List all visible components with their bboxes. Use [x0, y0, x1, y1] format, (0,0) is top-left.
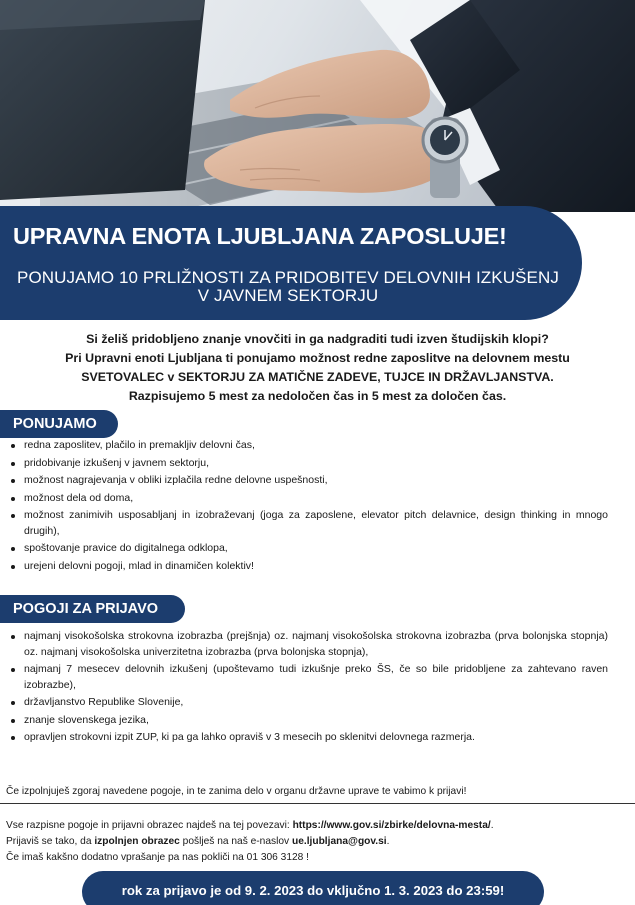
- list-item: pridobivanje izkušenj v javnem sektorju,: [8, 456, 608, 472]
- info-line-3: Če imaš kakšno dodatno vprašanje pa nas pokliči na 01 306 3128 !: [6, 852, 309, 863]
- info-line-2-prefix: Prijaviš se tako, da: [6, 836, 95, 847]
- page-subtitle: PONUJAMO 10 PRLIŽNOSTI ZA PRIDOBITEV DELOVNIH IZKUŠENJ V JAVNEM SEKTORJU: [17, 268, 559, 305]
- list-item: možnost nagrajevanja v obliki izplačila redne delovne uspešnosti,: [8, 473, 608, 489]
- info-line-2-mid: pošlješ na naš e-naslov: [179, 836, 292, 847]
- intro-line-3: SVETOVALEC v SEKTORJU ZA MATIČNE ZADEVE, TUJCE IN DRŽAVLJANSTVA.: [81, 370, 554, 384]
- info-line-1: [6, 818, 494, 834]
- list-item: znanje slovenskega jezika,: [8, 713, 608, 729]
- conditions-list: [8, 629, 608, 748]
- list-item: najmanj visokošolska strokovna izobrazba (prejšnja) oz. najmanj visokošolska strokovna izobrazba (prva bolonjska stopnja) oz. najmanj visokošolska univerzitetna izobrazba (prva bolonjska stopnja),: [8, 629, 608, 660]
- email-link[interactable]: ue.ljubljana@gov.si: [291, 836, 387, 847]
- laptop-photo-illustration: [0, 0, 635, 212]
- info-line-2: [6, 834, 494, 850]
- divider: [0, 803, 635, 804]
- list-item: redna zaposlitev, plačilo in premakljiv delovni čas,: [8, 438, 608, 454]
- deadline-banner: rok za prijavo je od 9. 2. 2023 do vključno 1. 3. 2023 do 23:59!: [82, 871, 544, 905]
- form-emphasis: izpolnjen obrazec: [94, 836, 180, 847]
- offer-list: [8, 438, 608, 576]
- list-item: najmanj 7 mesecev delovnih izkušenj (upoštevamo tudi izkušnje preko ŠS, če so bile pridobljene za zahtevano raven izobrazbe),: [8, 662, 608, 693]
- vacancies-link[interactable]: https://www.gov.si/zbirke/delovna-mesta/: [292, 820, 491, 831]
- section-heading-offer: PONUJAMO: [0, 410, 118, 438]
- intro-line-2: Pri Upravni enoti Ljubljana ti ponujamo možnost redne zaposlitve na delovnem mestu: [65, 351, 570, 365]
- info-line-2-suffix: .: [386, 836, 390, 847]
- info-line-1-prefix: Vse razpisne pogoje in prijavni obrazec najdeš na tej povezavi:: [6, 820, 293, 831]
- page-title: UPRAVNA ENOTA LJUBLJANA ZAPOSLUJE!: [13, 223, 507, 249]
- list-item: možnost zanimivih usposabljanj in izobraževanj (joga za zaposlene, elevator pitch delavnice, design thinking in mnogo drugih),: [8, 508, 608, 539]
- list-item: spoštovanje pravice do digitalnega odklopa,: [8, 541, 608, 557]
- intro-line-4: Razpisujemo 5 mest za nedoločen čas in 5 mest za določen čas.: [128, 389, 507, 403]
- title-banner: [0, 206, 582, 320]
- section-heading-conditions: POGOJI ZA PRIJAVO: [0, 595, 185, 623]
- list-item: urejeni delovni pogoji, mlad in dinamičen kolektiv!: [8, 559, 608, 575]
- intro-text: [20, 330, 615, 406]
- list-item: opravljen strokovni izpit ZUP, ki pa ga lahko opraviš v 3 mesecih po sklenitvi delovnega razmerja.: [8, 730, 608, 746]
- info-line-1-suffix: .: [490, 820, 494, 831]
- list-item: možnost dela od doma,: [8, 491, 608, 507]
- list-item: državljanstvo Republike Slovenije,: [8, 695, 608, 711]
- header-photo: [0, 0, 635, 212]
- application-info: [6, 818, 494, 866]
- intro-line-1: Si želiš pridobljeno znanje vnovčiti in ga nadgraditi tudi izven študijskih klopi?: [86, 332, 549, 346]
- invitation-note: Če izpolnjuješ zgoraj navedene pogoje, in te zanima delo v organu državne uprave te vabimo k prijavi!: [6, 786, 467, 797]
